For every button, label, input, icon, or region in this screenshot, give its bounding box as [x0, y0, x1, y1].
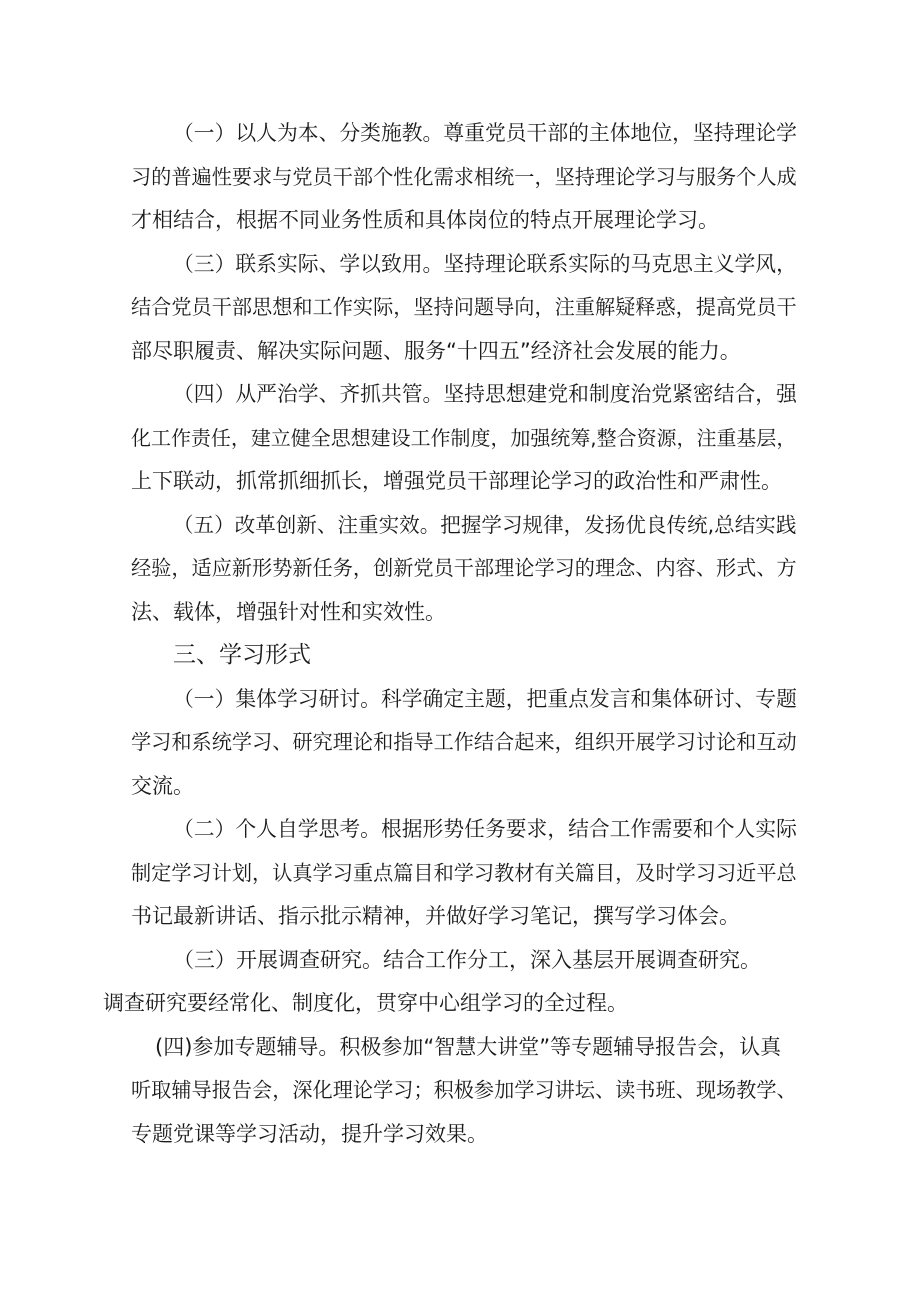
text-line: 部尽职履责、解决实际问题、服务“十四五”经济社会发展的能力。 — [131, 338, 741, 363]
section-heading — [131, 634, 797, 678]
text-line: 专题党课等学习活动，提升学习效果。 — [131, 1121, 488, 1146]
text-line: （二）个人自学思考。根据形势任务要求，结合工作需要和个人实际 — [173, 817, 797, 841]
text-line: （四）从严治学、齐抓共管。坚持思想建党和制度治党紧密结合，强 — [173, 382, 797, 406]
text-line: 才相结合，根据不同业务性质和具体岗位的特点开展理论学习。 — [131, 208, 719, 232]
text-line: （三）联系实际、学以致用。坚持理论联系实际的马克思主义学风， — [173, 251, 797, 276]
paragraph-form-2 — [131, 808, 797, 939]
text-line: (四)参加专题辅导。积极参加“智慧大讲堂”等专题辅导报告会，认真 — [155, 1034, 782, 1059]
text-line: 经验，适应新形势新任务，创新党员干部理论学习的理念、内容、形式、方 — [131, 556, 797, 580]
text-line: （一）集体学习研讨。科学确定主题，把重点发言和集体研讨、专题 — [173, 686, 797, 711]
paragraph-form-4 — [131, 1026, 797, 1157]
text-line: 制定学习计划，认真学习重点篇目和学习教材有关篇目，及时学习习近平总 — [131, 860, 797, 885]
paragraph-principle-3 — [131, 243, 797, 374]
text-line: 习的普遍性要求与党员干部个性化需求相统一，坚持理论学习与服务个人成 — [131, 164, 797, 189]
text-line: 法、载体，增强针对性和实效性。 — [131, 599, 446, 624]
text-line: 结合党员干部思想和工作实际，坚持问题导向，注重解疑释惑，提高党员干 — [131, 295, 797, 319]
section-heading-text: 三、学习形式 — [173, 642, 311, 668]
paragraph-form-1 — [131, 678, 797, 809]
paragraph-principle-1 — [131, 112, 797, 243]
text-line: 交流。 — [131, 773, 194, 798]
text-line: （三）开展调查研究。结合工作分工，深入基层开展调查研究。 — [173, 947, 761, 972]
text-line: （五）改革创新、注重实效。把握学习规律，发扬优良传统,总结实践 — [173, 512, 797, 537]
paragraph-form-3 — [103, 939, 797, 1026]
paragraph-principle-5 — [131, 504, 797, 635]
document-body — [103, 112, 797, 1156]
paragraph-principle-4 — [131, 373, 797, 504]
text-line: 调查研究要经常化、制度化，贯穿中心组学习的全过程。 — [103, 991, 628, 1015]
text-line: 学习和系统学习、研究理论和指导工作结合起来，组织开展学习讨论和互动 — [131, 730, 797, 754]
text-line: （一）以人为本、分类施教。尊重党员干部的主体地位，坚持理论学 — [173, 121, 797, 145]
text-line: 听取辅导报告会，深化理论学习；积极参加学习讲坛、读书班、现场教学、 — [131, 1078, 797, 1102]
text-line: 上下联动，抓常抓细抓长，增强党员干部理论学习的政治性和严肃性。 — [131, 469, 782, 493]
text-line: 化工作责任，建立健全思想建设工作制度，加强统筹,整合资源，注重基层， — [131, 425, 797, 450]
text-line: 书记最新讲话、指示批示精神，并做好学习笔记，撰写学习体会。 — [131, 904, 740, 928]
